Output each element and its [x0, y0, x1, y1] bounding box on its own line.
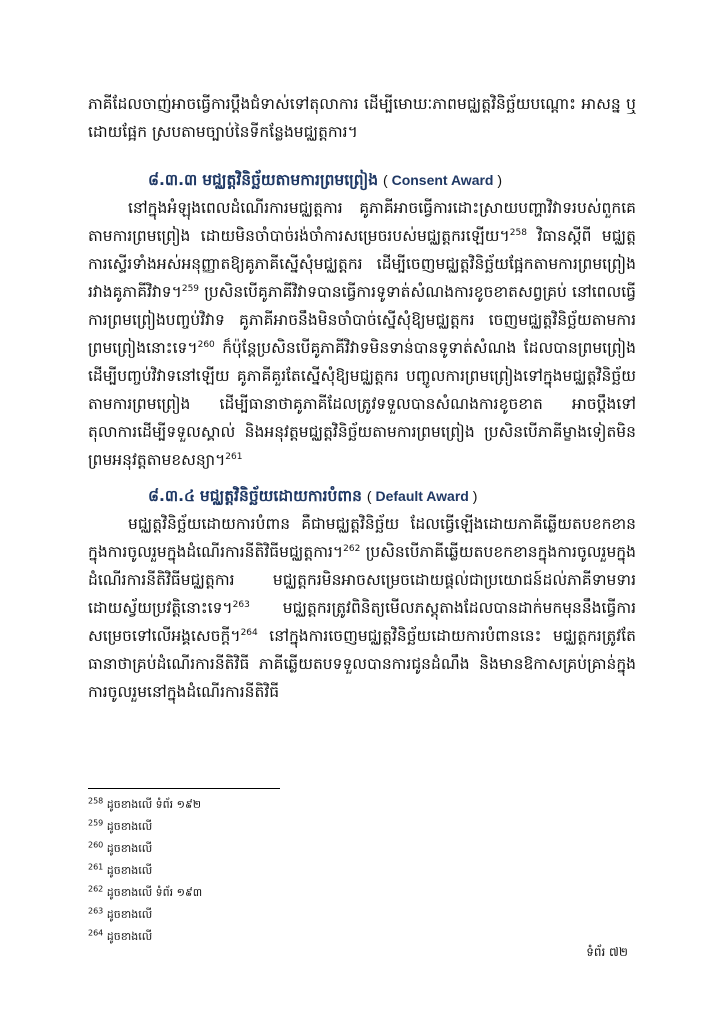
- section-heading-consent: [88, 166, 636, 194]
- footnote-ref: 261: [225, 451, 243, 462]
- section-heading-default: [88, 482, 636, 510]
- footnote-text: ដូចខាងលើ: [106, 820, 153, 833]
- footnote: [88, 860, 388, 882]
- section-title-en-text: Consent Award: [391, 172, 494, 188]
- footnote: [88, 816, 388, 838]
- footnote-ref: 264: [240, 627, 258, 638]
- paragraph-text: មជ្ឈត្តវិនិច្ឆ័យដោយការបំពាន គឺជាមជ្ឈត្តវិនិច្ឆ័យ ដែលធ្វើឡើងដោយភាគីឆ្លើយតបខកខានក្នុងការចូលរួមក្នុងដំណើរការនីតិវិធីមជ្ឈត្តការ។: [88, 515, 636, 561]
- intro-paragraph: [88, 90, 636, 146]
- footnote-number: 258: [88, 796, 104, 806]
- paragraph-text: មជ្ឈត្តករត្រូវពិនិត្យមើលភស្តុតាងដែលបានដាក់មកមុននឹងធ្វើការសម្រេចទៅលើអង្គសេចក្តី។: [88, 599, 636, 645]
- paragraph-text: វិធានស្តីពី មជ្ឈត្តការស្ទើរទាំងអស់អនុញ្ញាតឱ្យគូភាគីស្នើសុំមជ្ឈត្តករ ដើម្បីចេញមជ្ឈត្តវិនិច្ឆ័យផ្អែកតាមការព្រមព្រៀងរវាងគូភាគីវិវាទ។: [88, 227, 636, 301]
- footnote-ref: 263: [232, 599, 250, 610]
- page-number: ទំព័រ ៧២: [586, 945, 628, 959]
- paragraph-text: ប្រសិនបើគូភាគីវិវាទបានធ្វើការទូទាត់សំណងការខូចខាតសព្វគ្រប់ នៅពេលធ្វើការព្រមព្រៀងបញ្ចប់វិវាទ គូភាគីអាចនឹងមិនចាំបាច់ស្នើសុំឱ្យមជ្ឈត្តករ ចេញមជ្ឈត្តវិនិច្ឆ័យតាមការព្រមព្រៀងនោះទេ។: [88, 283, 636, 357]
- footnote: [88, 904, 388, 926]
- paragraph-text: ប្រសិនបើភាគីឆ្លើយតបខកខានក្នុងការចូលរួមក្នុងដំណើរការនីតិវិធីមជ្ឈត្តការ មជ្ឈត្តករមិនអាចសម្រេចដោយផ្តល់ជាប្រយោជន៍ដល់ភាគីទាមទារដោយស្វ័យប្រវត្តិនោះទេ។: [88, 543, 636, 617]
- footnote-text: ដូចខាងលើ: [106, 930, 153, 943]
- footnotes: [88, 794, 388, 948]
- section-number: ៨.៣.៤: [148, 487, 195, 505]
- paragraph-text: ក៏ប៉ុន្តែប្រសិនបើគូភាគីវិវាទមិនទាន់បានទូទាត់សំណង ដែលបានព្រមព្រៀងដើម្បីបញ្ចប់វិវាទនៅឡើយ គូភាគីគួរតែស្នើសុំឱ្យមជ្ឈត្តករ បញ្ចូលការព្រមព្រៀងទៅក្នុងមជ្ឈត្តវិនិច្ឆ័យតាមការព្រមព្រៀង ដើម្បីធានាថាគូភាគីដែលត្រូវទទួលបានសំណងការខូចខាត អាចប្តឹងទៅតុលាការដើម្បីទទួលស្គាល់ និងអនុវត្តមជ្ឈត្តវិនិច្ឆ័យតាមការព្រមព្រៀង ប្រសិនបើភាគីម្ខាងទៀតមិនព្រមអនុវត្តតាមខសន្យា។: [88, 339, 636, 469]
- footnote-text: ដូចខាងលើ: [106, 842, 153, 855]
- footnote: [88, 882, 388, 904]
- footnote-text: ដូចខាងលើ: [106, 908, 153, 921]
- footnote-number: 261: [88, 862, 104, 872]
- section-paragraph: [88, 194, 636, 474]
- footnote-ref: 258: [509, 227, 527, 238]
- paragraph-text: នៅក្នុងការចេញមជ្ឈត្តវិនិច្ឆ័យដោយការបំពាននេះ មជ្ឈត្តករត្រូវតែធានាថាគ្រប់ដំណើរការនីតិវិធី ភាគីឆ្លើយតបទទួលបានការជូនដំណឹង និងមានឱកាសគ្រប់គ្រាន់ក្នុងការចូលរួមនៅក្នុងដំណើរការនីតិវិធី: [88, 627, 636, 701]
- footnote-text: ដូចខាងលើ: [106, 864, 153, 877]
- footnote-ref: 262: [343, 543, 361, 554]
- section-title-en-text: Default Award: [375, 488, 469, 504]
- section-consent-award: [88, 166, 636, 474]
- footnote-separator: [88, 788, 280, 789]
- intro-block: [88, 90, 636, 146]
- section-title-kh: មជ្ឈត្តវិនិច្ឆ័យតាមការព្រមព្រៀង: [202, 171, 379, 189]
- footnote-number: 263: [88, 906, 104, 916]
- footnote-ref: 260: [197, 339, 215, 350]
- footnote-number: 259: [88, 818, 104, 828]
- section-title-en: ( Default Award ): [366, 488, 478, 504]
- section-title-en: ( Consent Award ): [383, 172, 503, 188]
- section-default-award: [88, 482, 636, 706]
- footnote: [88, 838, 388, 860]
- paragraph-text: នៅក្នុងអំឡុងពេលដំណើរការមជ្ឈត្តការ គូភាគីអាចធ្វើការដោះស្រាយបញ្ហាវិវាទរបស់ពួកគេតាមការព្រមព្រៀង ដោយមិនចាំបាច់រង់ចាំការសម្រេចរបស់មជ្ឈត្តករឡើយ។: [88, 199, 636, 245]
- footnote-number: 264: [88, 928, 104, 938]
- footnote-text: ដូចខាងលើ ទំព័រ ១៩២: [106, 798, 202, 811]
- section-number: ៨.៣.៣: [148, 171, 198, 189]
- footnote-number: 260: [88, 840, 104, 850]
- intro-line-1: ភាគីដែលចាញ់អាចធ្វើការប្តឹងជំទាស់ទៅតុលាការ ដើម្បីមោឃៈភាពមជ្ឈត្តវិនិច្ឆ័យបណ្តោះ: [88, 95, 576, 113]
- footnote: [88, 926, 388, 948]
- footnote: [88, 794, 388, 816]
- intro-line-2: អាសន្ន ឬដោយផ្អែក ស្របតាមច្បាប់នៃទីកន្លែងមជ្ឈត្តការ។: [88, 95, 637, 141]
- section-title-kh: មជ្ឈត្តវិនិច្ឆ័យដោយការបំពាន: [199, 487, 362, 505]
- section-paragraph: [88, 510, 636, 706]
- footnote-number: 262: [88, 884, 104, 894]
- footnote-text: ដូចខាងលើ ទំព័រ ១៩៣: [106, 886, 203, 899]
- footnote-ref: 259: [181, 283, 200, 294]
